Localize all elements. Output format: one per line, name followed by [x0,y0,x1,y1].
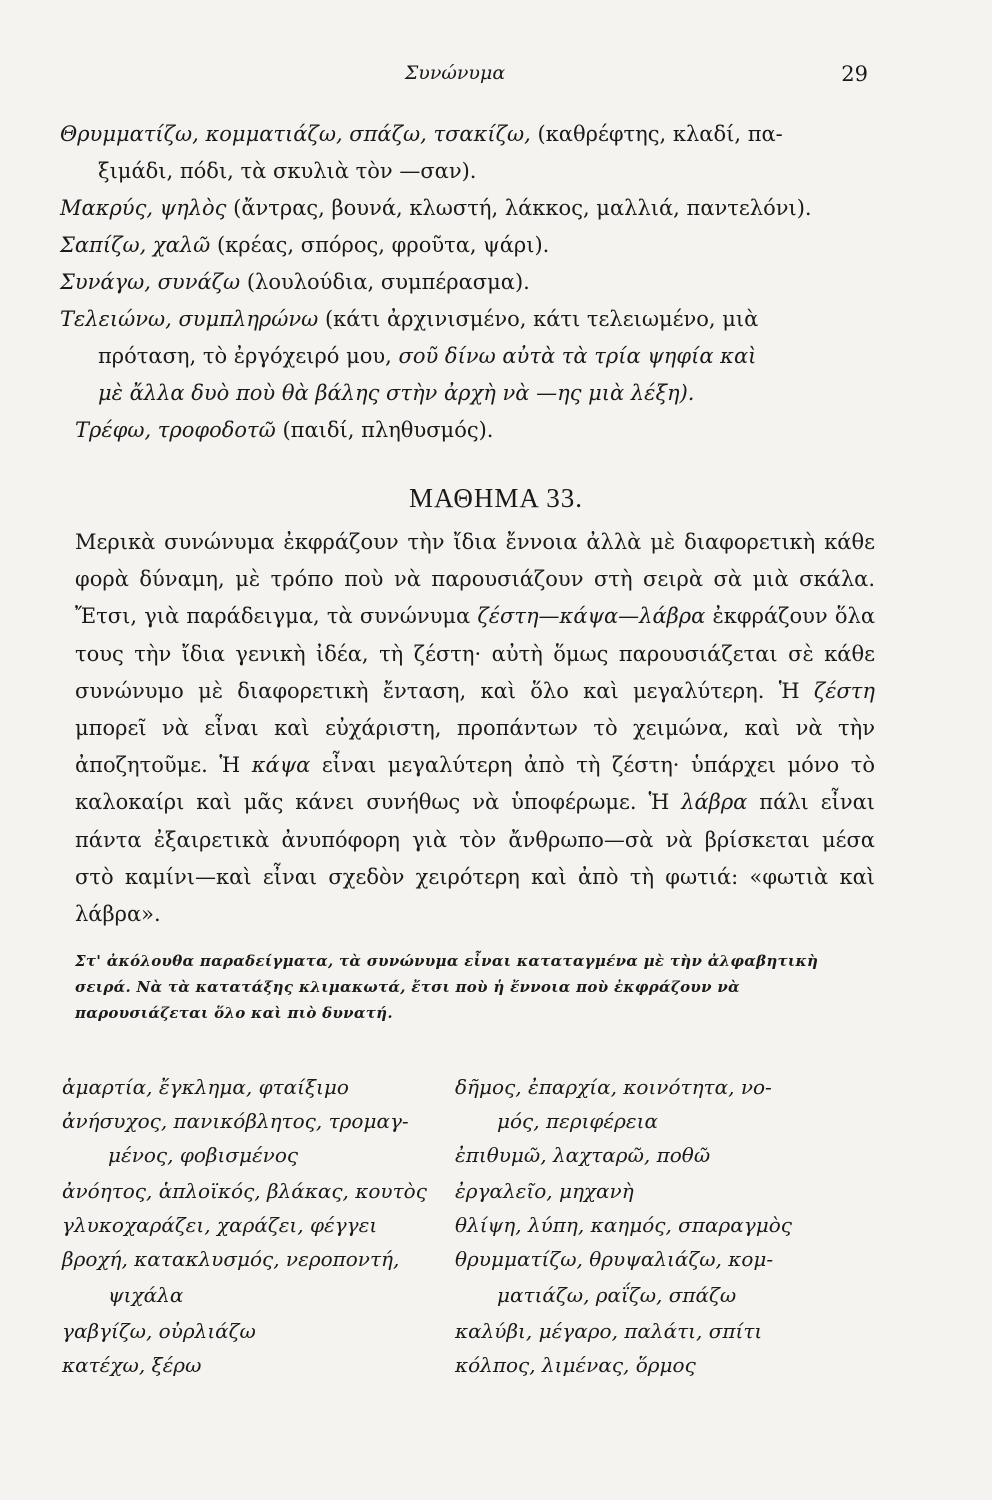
prose-text: πάλι εἶναι πάντα ἐξαιρετικὰ ἀνυπόφορη γιὰ τὸν ἄνθρωπο—σὰ νὰ βρίσκεται μέσα στὸ καμίνι—καὶ εἶναι σχεδὸν χειρότερη καὶ ἀπὸ τὴ φωτιά: «φωτιὰ καὶ λάβρα». [75,790,875,927]
exercise-left-item: ψιχάλα [108,1283,184,1307]
exercise-instruction: Στ' ἀκόλουθα παραδείγματα, τὰ συνώνυμα εἶναι καταταγμένα μὲ τὴν ἀλφαβητικὴ σειρά. Νὰ τὰ κατατάξης κλιμακωτά, ἔτσι ποὺ ἡ ἔννοια ποὺ ἐκφράζουν νὰ παρουσιάζεται ὅλο καὶ πιὸ δυνατή. [75,952,819,1022]
entry-context: ξιμάδι, πόδι, τὰ σκυλιὰ τὸν —σαν). [98,159,477,183]
page-header [0,62,992,92]
prose-text: Μερικὰ συνώνυμα ἐκφράζουν τὴν ἴδια ἔννοια ἀλλὰ μὲ διαφορετικὴ κάθε φορὰ δύναμη, μὲ τρόπο ποὺ νὰ παρουσιάζουν στὴ σειρὰ σὰ μιὰ σκάλα. Ἔτσι, γιὰ παράδειγμα, τὰ συνώνυμα [75,530,875,629]
exercise-left-item: βροχή, κατακλυσμός, νεροποντή, [62,1247,400,1271]
exercise-right-item: δῆμος, ἐπαρχία, κοινότητα, νο- [455,1075,772,1099]
exercise-left-item: ἀνήσυχος, πανικόβλητος, τρομαγ- [62,1109,409,1133]
lesson-title: ΜΑΘΗΜΑ 33. [409,483,583,513]
exercise-right-item: ἐργαλεῖο, μηχανὴ [455,1179,634,1203]
entry-line [60,231,549,259]
exercise-right-item: θλίψη, λύπη, καημός, σπαραγμὸς [455,1213,792,1237]
entry-context: (κρέας, σπόρος, φροῦτα, ψάρι). [210,233,550,257]
exercise-left-item: γλυκοχαράζει, χαράζει, φέγγει [62,1213,378,1237]
prose-text: ἐκφράζουν ὅλα τους τὴν ἴδια γενικὴ ἰδέα, τὴ ζέστη· αὐτὴ ὅμως παρουσιάζεται σὲ κάθε συνώνυμο μὲ διαφορετικὴ ἔνταση, καὶ ὅλο καὶ μεγαλύτερη. Ἡ [75,604,875,703]
exercise-left-item: κατέχω, ξέρω [62,1353,202,1377]
exercise-right-item: μός, περιφέρεια [497,1109,659,1133]
entry-context: πρόταση, τὸ ἐργόχειρό μου, [98,344,399,368]
prose-text: μπορεῖ νὰ εἶναι καὶ εὐχάριστη, προπάντων τὸ χειμώνα, καὶ νὰ τὴν ἀποζητοῦμε. Ἡ [75,716,875,778]
exercise-right-item: καλύβι, μέγαρο, παλάτι, σπίτι [455,1319,763,1343]
exercise-right-item: κόλπος, λιμένας, ὅρμος [455,1353,696,1377]
entry-word: Σαπίζω, χαλῶ [60,233,211,257]
prose-text: εἶναι μεγαλύτερη ἀπὸ τὴ ζέστη· ὑπάρχει μόνο τὸ καλοκαίρι καὶ μᾶς κάνει συνήθως νὰ ὑποφέρωμε. Ἡ [75,753,875,815]
entry-context: (καθρέφτης, κλαδί, πα- [530,122,783,146]
exercise-right-item: ματιάζω, ραΐζω, σπάζω [497,1283,737,1307]
exercise-left-item: μένος, φοβισμένος [108,1143,299,1167]
entry-word: Συνάγω, συνάζω [60,270,241,294]
exercise-left-item: ἀνόητος, ἁπλοϊκός, βλάκας, κουτὸς [62,1179,427,1203]
exercise-right-item: ἐπιθυμῶ, λαχταρῶ, ποθῶ [455,1143,711,1167]
entry-line [60,194,812,222]
exercise-left-item: γαβγίζω, οὐρλιάζω [62,1319,256,1343]
entry-word: Μακρύς, ψηλὸς [60,196,227,220]
entry-line [60,305,758,333]
entry-context-italic: σοῦ δίνω αὐτὰ τὰ τρία ψηφία καὶ [398,344,757,368]
entry-context: (ἄντρας, βουνά, κλωστή, λάκκος, μαλλιά, παντελόνι). [226,196,812,220]
prose-emphasis: λάβρα [681,790,748,815]
entry-context-italic: μὲ ἄλλα δυὸ ποὺ θὰ βάλης στὴν ἀρχὴ νὰ —ης μιὰ λέξη). [98,381,695,405]
prose-emphasis: ζέστη—κάψα—λάβρα [477,604,706,629]
prose-emphasis: ζέστη [813,678,875,703]
entry-context: (κάτι ἀρχινισμένο, κάτι τελειωμένο, μιὰ [318,307,759,331]
entry-line [98,379,694,407]
entry-line [98,342,756,370]
entry-line [75,416,493,444]
entry-line [98,157,476,185]
entry-word: Θρυμματίζω, κομματιάζω, σπάζω, τσακίζω, [60,122,531,146]
lesson-paragraph [75,524,875,933]
entry-context: (λουλούδια, συμπέρασμα). [240,270,530,294]
entry-line [60,120,783,148]
page-number: 29 [841,62,868,86]
entry-word: Τελειώνω, συμπληρώνω [60,307,319,331]
entry-context: (παιδί, πληθυσμός). [275,418,494,442]
exercise-right-item: θρυμματίζω, θρυψαλιάζω, κομ- [455,1247,774,1271]
entry-line [60,268,530,296]
exercise-left-item: ἁμαρτία, ἔγκλημα, φταίξιμο [62,1075,349,1099]
entry-word: Τρέφω, τροφοδοτῶ [75,418,276,442]
prose-emphasis: κάψα [251,753,311,778]
running-title: Συνώνυμα [404,62,506,84]
